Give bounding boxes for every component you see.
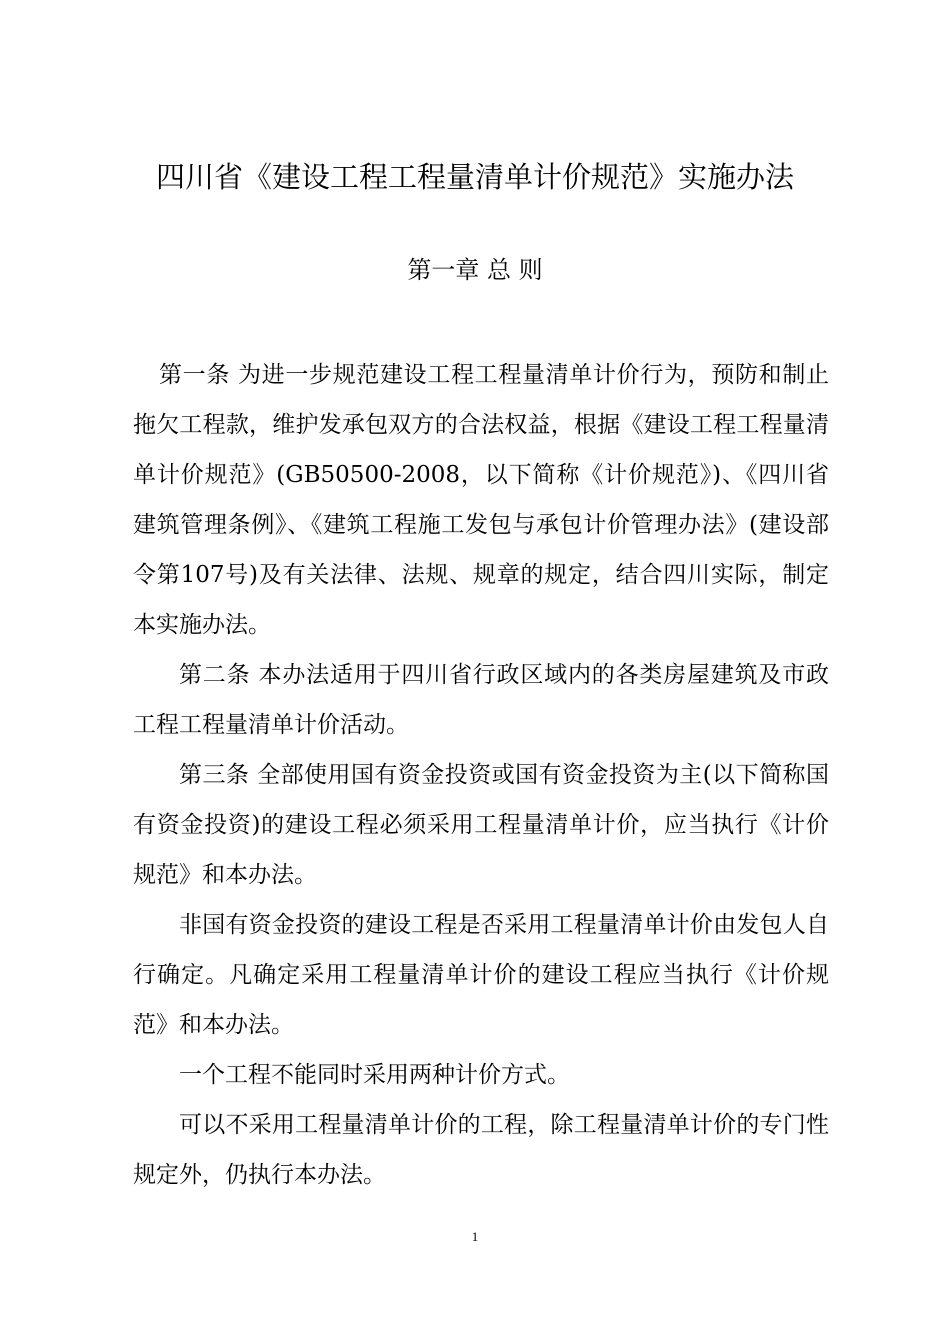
paragraph-article-2: 第二条 本办法适用于四川省行政区域内的各类房屋建筑及市政工程工程量清单计价活动。 bbox=[133, 662, 829, 738]
paragraph-non-state-investment: 非国有资金投资的建设工程是否采用工程量清单计价由发包人自行确定。凡确定采用工程量清单计价的建设工程应当执行《计价规范》和本办法。 bbox=[133, 912, 829, 1038]
paragraph-article-3: 第三条 全部使用国有资金投资或国有资金投资为主(以下简称国有资金投资)的建设工程必须采用工程量清单计价，应当执行《计价规范》和本办法。 bbox=[133, 762, 829, 888]
chapter-heading: 第一章 总 则 bbox=[407, 256, 543, 284]
document-body bbox=[133, 350, 829, 1200]
paragraph-article-1: 第一条 为进一步规范建设工程工程量清单计价行为，预防和制止拖欠工程款，维护发承包双方的合法权益，根据《建设工程工程量清单计价规范》(GB50500-2008，以下简称《计价规范》)、《四川省建筑管理条例》、《建筑工程施工发包与承包计价管理办法》(建设部令第107号)及有关法律、法规、规章的规定，结合四川实际，制定本实施办法。 bbox=[133, 362, 829, 638]
paragraph-exemption: 可以不采用工程量清单计价的工程，除工程量清单计价的专门性规定外，仍执行本办法。 bbox=[133, 1112, 829, 1188]
page-number: 1 bbox=[471, 1229, 479, 1244]
document-title: 四川省《建设工程工程量清单计价规范》实施办法 bbox=[155, 160, 794, 194]
paragraph-single-pricing-method: 一个工程不能同时采用两种计价方式。 bbox=[179, 1062, 570, 1088]
